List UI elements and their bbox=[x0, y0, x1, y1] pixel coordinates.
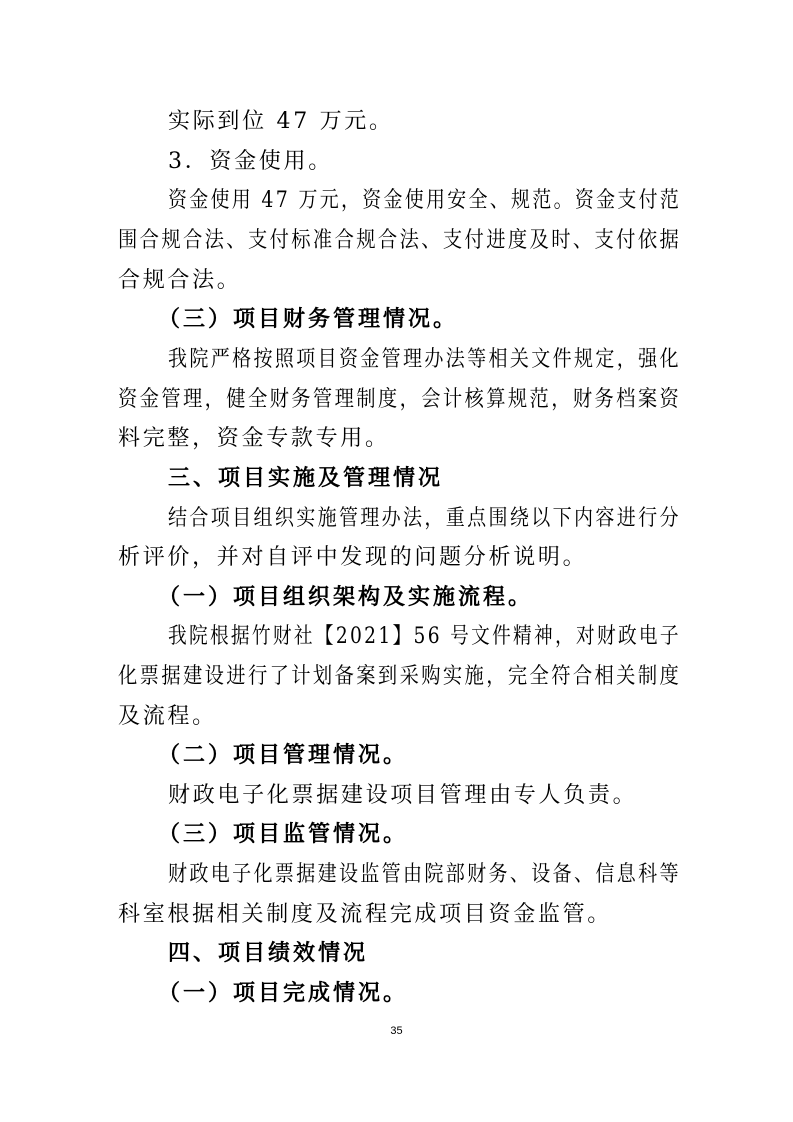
paragraph-line: 资金管理，健全财务管理制度，会计核算规范，财务档案资 bbox=[118, 387, 682, 412]
paragraph-line: 科室根据相关制度及流程完成项目资金监管。 bbox=[118, 902, 613, 927]
paragraph-line: 及流程。 bbox=[118, 704, 217, 729]
chapter-heading: 四、项目绩效情况 bbox=[168, 941, 369, 966]
paragraph-line: 化票据建设进行了计划备案到采购实施，完全符合相关制度 bbox=[118, 664, 682, 689]
paragraph-line: 3．资金使用。 bbox=[168, 149, 333, 174]
paragraph-line: 我院根据竹财社【2021】56 号文件精神，对财政电子 bbox=[168, 624, 681, 649]
paragraph-line: 围合规合法、支付标准合规合法、支付进度及时、支付依据 bbox=[118, 228, 682, 253]
paragraph-line: 资金使用 47 万元，资金使用安全、规范。资金支付范 bbox=[168, 188, 682, 213]
section-heading: （一）项目组织架构及实施流程。 bbox=[158, 585, 534, 610]
paragraph-line: 我院严格按照项目资金管理办法等相关文件规定，强化 bbox=[168, 347, 681, 372]
section-heading: （三）项目监管情况。 bbox=[158, 822, 409, 847]
paragraph-line: 析评价，并对自评中发现的问题分析说明。 bbox=[118, 545, 588, 570]
paragraph-line: 实际到位 47 万元。 bbox=[168, 109, 394, 134]
chapter-heading: 三、项目实施及管理情况 bbox=[168, 466, 444, 491]
paragraph-line: 合规合法。 bbox=[118, 268, 242, 293]
paragraph-line: 财政电子化票据建设项目管理由专人负责。 bbox=[168, 783, 638, 808]
paragraph-line: 财政电子化票据建设监管由院部财务、设备、信息科等 bbox=[168, 862, 681, 887]
paragraph-line: 结合项目组织实施管理办法，重点围绕以下内容进行分 bbox=[168, 506, 681, 531]
section-heading: （二）项目管理情况。 bbox=[158, 743, 409, 768]
section-heading: （一）项目完成情况。 bbox=[158, 981, 409, 1006]
section-heading: （三）项目财务管理情况。 bbox=[158, 307, 459, 332]
page-number: 35 bbox=[390, 1025, 403, 1037]
paragraph-line: 料完整，资金专款专用。 bbox=[118, 426, 390, 451]
